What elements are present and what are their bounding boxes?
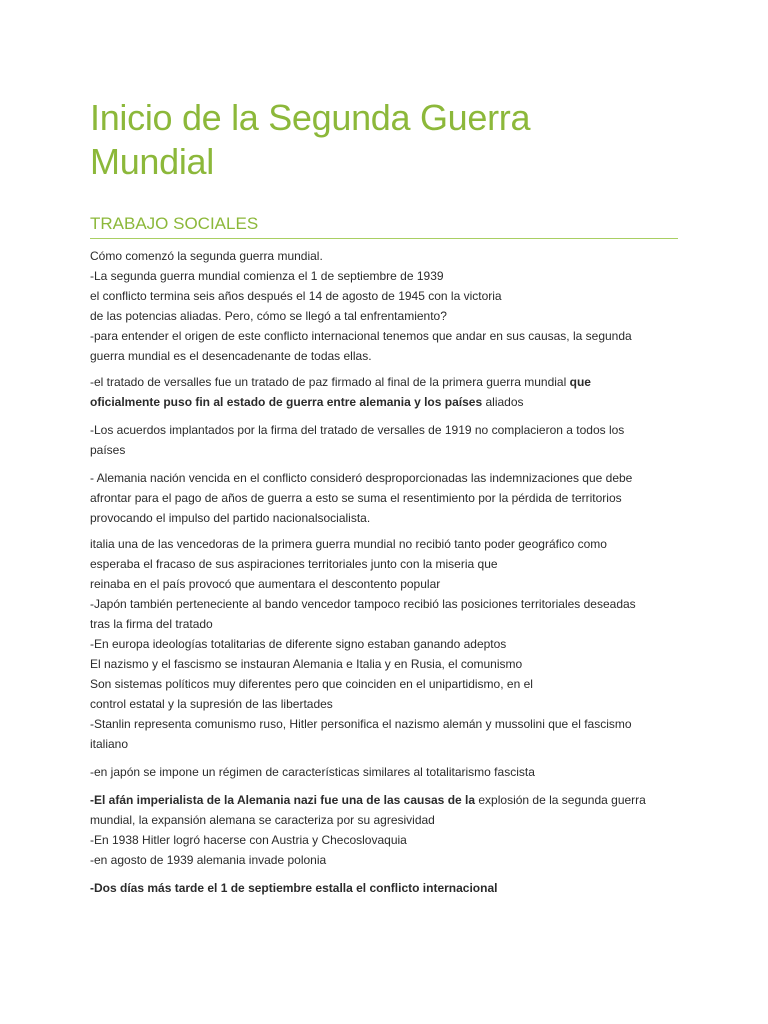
- bold-text: -Dos días más tarde el 1 de septiembre estalla el conflicto internacional: [90, 881, 498, 895]
- paragraph-japon: [90, 762, 690, 782]
- paragraph-intro: [90, 246, 690, 366]
- bold-text: que: [569, 375, 591, 389]
- text-line: tras la firma del tratado: [90, 617, 213, 631]
- bold-text: -El afán imperialista de la Alemania nazi fue una de las causas de la: [90, 793, 476, 807]
- text-line: -En 1938 Hitler logró hacerse con Austria y Checoslovaquia: [90, 833, 407, 847]
- text-line: -en japón se impone un régimen de características similares al totalitarismo fascista: [90, 765, 535, 779]
- text-line: Cómo comenzó la segunda guerra mundial.: [90, 249, 323, 263]
- text-run: -el tratado de versalles fue un tratado de paz firmado al final de la primera guerra mundial: [90, 375, 570, 389]
- paragraph-alemania: [90, 468, 690, 528]
- text-line: -Stanlin representa comunismo ruso, Hitler personifica el nazismo alemán y mussolini que el fascismo: [90, 717, 632, 731]
- paragraph-acuerdos: [90, 420, 690, 460]
- text-line: control estatal y la supresión de las libertades: [90, 697, 333, 711]
- text-line: [90, 392, 690, 412]
- bold-text: oficialmente puso fin al estado de guerra entre alemania y los países: [90, 395, 483, 409]
- section-heading: TRABAJO SOCIALES: [90, 214, 678, 239]
- text-line: [90, 790, 690, 810]
- text-line: -Japón también perteneciente al bando vencedor tampoco recibió las posiciones territoriales deseadas: [90, 597, 636, 611]
- paragraph-conflicto: [90, 878, 690, 898]
- text-line: - Alemania nación vencida en el conflicto consideró desproporcionadas las indemnizaciones que debe: [90, 471, 633, 485]
- text-run: explosión de la segunda guerra: [475, 793, 646, 807]
- title-line-1: Inicio de la Segunda Guerra: [90, 97, 531, 138]
- document-body: [90, 246, 690, 898]
- text-line: El nazismo y el fascismo se instauran Alemania e Italia y en Rusia, el comunismo: [90, 657, 523, 671]
- text-line: países: [90, 443, 126, 457]
- text-line: -En europa ideologías totalitarias de diferente signo estaban ganando adeptos: [90, 637, 507, 651]
- text-line: reinaba en el país provocó que aumentara el descontento popular: [90, 577, 441, 591]
- text-line: -Los acuerdos implantados por la firma del tratado de versalles de 1919 no complacieron a todos los: [90, 423, 625, 437]
- text-line: el conflicto termina seis años después el 14 de agosto de 1945 con la victoria: [90, 289, 502, 303]
- text-line: -La segunda guerra mundial comienza el 1 de septiembre de 1939: [90, 269, 444, 283]
- paragraph-italia: [90, 534, 690, 754]
- text-run: aliados: [482, 395, 524, 409]
- text-line: -para entender el origen de este conflicto internacional tenemos que andar en sus causas, la segunda: [90, 329, 632, 343]
- text-line: [90, 878, 690, 898]
- page-title: [90, 96, 690, 184]
- text-line: mundial, la expansión alemana se caracteriza por su agresividad: [90, 813, 435, 827]
- text-line: [90, 372, 690, 392]
- text-line: afrontar para el pago de años de guerra a esto se suma el resentimiento por la pérdida de territorios: [90, 491, 622, 505]
- text-line: guerra mundial es el desencadenante de todas ellas.: [90, 349, 372, 363]
- title-line-2: Mundial: [90, 141, 214, 182]
- text-line: esperaba el fracaso de sus aspiraciones territoriales junto con la miseria que: [90, 557, 498, 571]
- text-line: -en agosto de 1939 alemania invade polonia: [90, 853, 327, 867]
- text-line: provocando el impulso del partido nacionalsocialista.: [90, 511, 371, 525]
- text-line: Son sistemas políticos muy diferentes pero que coinciden en el unipartidismo, en el: [90, 677, 533, 691]
- paragraph-versalles: [90, 372, 690, 412]
- text-line: italiano: [90, 737, 129, 751]
- text-line: de las potencias aliadas. Pero, cómo se llegó a tal enfrentamiento?: [90, 309, 447, 323]
- paragraph-imperialismo: [90, 790, 690, 870]
- text-line: italia una de las vencedoras de la primera guerra mundial no recibió tanto poder geográfico como: [90, 537, 607, 551]
